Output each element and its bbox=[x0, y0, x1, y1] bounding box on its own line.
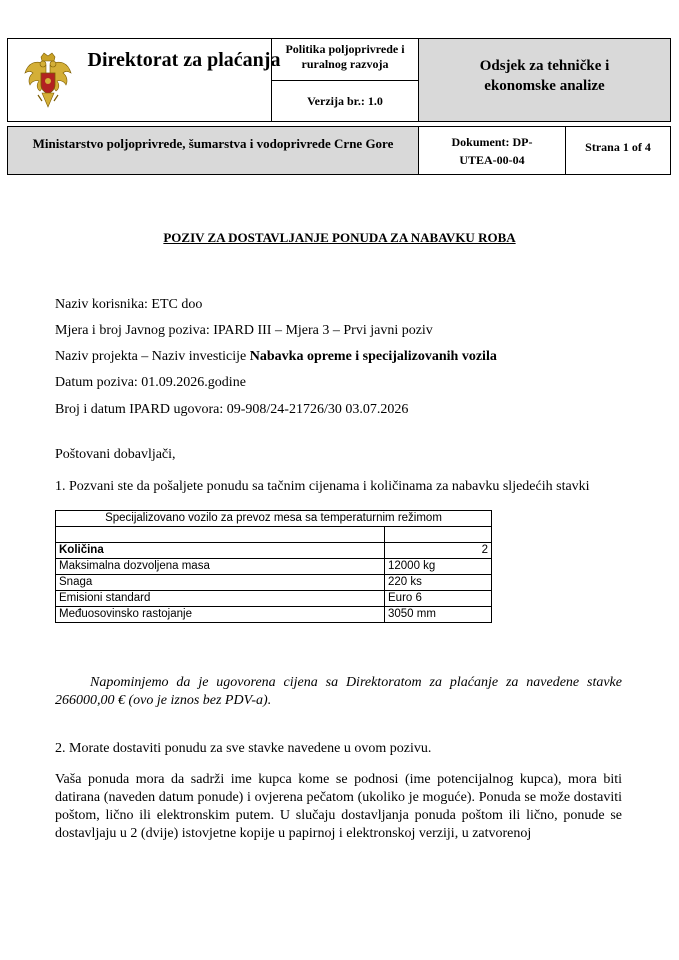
project-prefix: Naziv projekta – Naziv investicije bbox=[55, 349, 250, 364]
department-text: Odsjek za tehničke i ekonomske analize bbox=[479, 58, 610, 94]
date-line: Datum poziva: 01.09.2026.godine bbox=[55, 375, 246, 390]
version-cell bbox=[271, 80, 419, 122]
spec-value: 12000 kg bbox=[385, 559, 492, 575]
document-title: POZIV ZA DOSTAVLJANJE PONUDA ZA NABAVKU ROBA bbox=[163, 230, 516, 245]
spec-value: Euro 6 bbox=[385, 591, 492, 607]
spec-value: 3050 mm bbox=[385, 607, 492, 623]
submission-paragraph: Vaša ponuda mora da sadrži ime kupca kome se podnosi (ime potencijalnog kupca), mora biti datirana (naveden datum ponude) i ovjerena pečatom (ukoliko je moguće). Ponuda se može dostaviti poštom, lično ili elektronskim putem. U slučaju dostavljanja ponuda poštom ili lično, ponude se dostavljaju u 2 (dvije) istovjetne kopije u papirnoj i elektronskoj verziji, u zatvorenoj bbox=[55, 772, 622, 841]
org-cell bbox=[7, 38, 281, 122]
policy-text: Politika poljoprivrede i ruralnog razvoja bbox=[285, 42, 405, 71]
spec-label: Emisioni standard bbox=[56, 591, 385, 607]
page-cell bbox=[565, 126, 671, 175]
items-table bbox=[55, 510, 492, 623]
coat-of-arms-icon bbox=[22, 51, 74, 111]
table-row bbox=[56, 591, 492, 607]
policy-cell bbox=[271, 38, 419, 81]
table-cell bbox=[385, 527, 492, 543]
contract-line: Broj i datum IPARD ugovora: 09-908/24-21726/30 03.07.2026 bbox=[55, 402, 409, 417]
page-text: Strana 1 of 4 bbox=[585, 140, 651, 154]
spec-label: Maksimalna dozvoljena masa bbox=[56, 559, 385, 575]
ministry-cell bbox=[7, 126, 419, 175]
spec-label: Snaga bbox=[56, 575, 385, 591]
ministry-text: Ministarstvo poljoprivrede, šumarstva i vodoprivrede Crne Gore bbox=[32, 136, 394, 151]
document-text: Dokument: DP-UTEA-00-04 bbox=[451, 135, 533, 167]
project-line bbox=[55, 348, 497, 366]
table-cell bbox=[56, 527, 385, 543]
table-heading: Specijalizovano vozilo za prevoz mesa sa temperaturnim režimom bbox=[56, 511, 492, 527]
table-empty-row bbox=[56, 527, 492, 543]
table-row bbox=[56, 607, 492, 623]
project-name: Nabavka opreme i specijalizovanih vozila bbox=[249, 349, 497, 364]
table-row bbox=[56, 559, 492, 575]
spec-value: 220 ks bbox=[385, 575, 492, 591]
quantity-value: 2 bbox=[385, 543, 492, 559]
quantity-label: Količina bbox=[56, 543, 385, 559]
department-cell bbox=[418, 38, 671, 122]
table-row bbox=[56, 543, 492, 559]
price-note: Napominjemo da je ugovorena cijena sa Direktoratom za plaćanje za navedene stavke 266000,00 € (ovo je iznos bez PDV-a). bbox=[55, 675, 622, 708]
org-title: Direktorat za plaćanja bbox=[87, 49, 281, 71]
point-1: 1. Pozvani ste da pošaljete ponudu sa tačnim cijenama i količinama za nabavku sljedećih stavki bbox=[55, 479, 590, 494]
spec-label: Međuosovinsko rastojanje bbox=[56, 607, 385, 623]
document-header bbox=[7, 38, 671, 175]
greeting: Poštovani dobavljači, bbox=[55, 447, 176, 462]
beneficiary-line: Naziv korisnika: ETC doo bbox=[55, 297, 203, 312]
version-text: Verzija br.: 1.0 bbox=[307, 94, 383, 108]
measure-line: Mjera i broj Javnog poziva: IPARD III – Mjera 3 – Prvi javni poziv bbox=[55, 323, 433, 338]
table-row bbox=[56, 575, 492, 591]
point-2: 2. Morate dostaviti ponudu za sve stavke navedene u ovom pozivu. bbox=[55, 741, 432, 756]
document-cell bbox=[418, 126, 566, 175]
table-heading-row bbox=[56, 511, 492, 527]
